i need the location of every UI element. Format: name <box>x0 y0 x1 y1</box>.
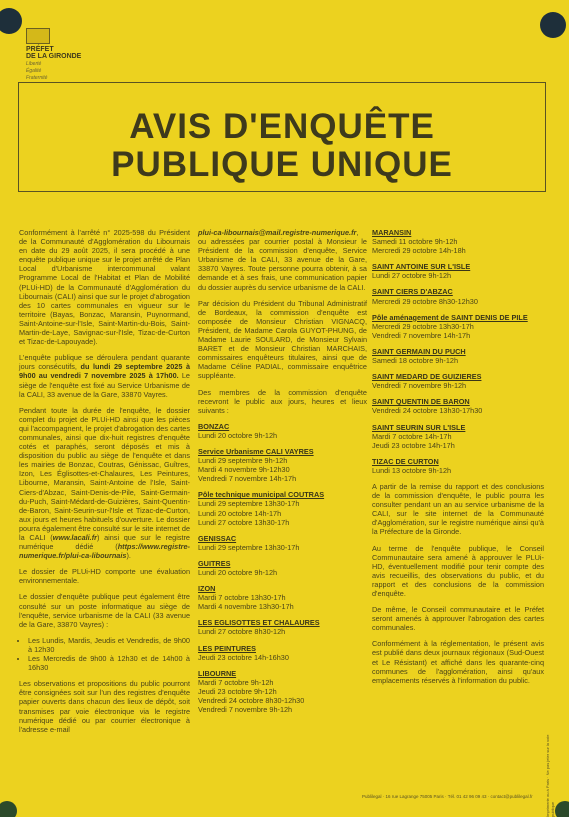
permanence-location: SAINT SEURIN SUR L'ISLE <box>372 422 466 432</box>
permanence-location: LIBOURNE <box>198 668 237 678</box>
permanence-date: Vendredi 7 novembre 14h-17h <box>198 474 297 484</box>
permanence-date: Lundi 29 septembre 9h-12h <box>198 456 288 466</box>
permanence-list <box>372 228 544 475</box>
permanence-date: Vendredi 7 novembre 9h-12h <box>372 381 467 391</box>
permanence-location: SAINT GERMAIN DU PUCH <box>372 346 466 356</box>
permanence-location: LES PEINTURES <box>198 643 256 653</box>
permanence-date: Samedi 11 octobre 9h-12h <box>372 237 458 247</box>
pushpin-icon <box>540 12 566 38</box>
paragraph: Les observations et propositions du public pourront être consignées soit sur l'un des registres d'enquête papier ouverts dans chacun des lieux de dépôt, soit transmises par voie électronique via le registre numérique dédié ou par courrier électronique à l'adresse e-mail <box>19 679 190 734</box>
page-title-line1: AVIS D'ENQUÊTE <box>129 107 435 146</box>
permanence-date: Mercredi 29 octobre 13h30-17h <box>372 321 474 331</box>
list-item: • Les Mercredis de 9h00 à 12h30 et de 14h00 à 16h30 <box>28 654 190 672</box>
email-link: plui-ca-libournais@mail.registre-numerique.fr <box>198 228 357 237</box>
permanence-item <box>372 397 544 415</box>
permanence-date: Lundi 29 septembre 13h30-17h <box>198 542 300 552</box>
website-link: www.lacali.fr <box>52 533 97 542</box>
paragraph: Au terme de l'enquête publique, le Conseil Communautaire sera amené à approuver le PLUi-HD, éventuellement modifié pour tenir compte des avis recueillis, des observations du public, et du rapport et des conclusions de la commission d'enquête. <box>372 543 544 598</box>
text: ). <box>126 551 131 561</box>
text: , ou adressées par courrier postal à Monsieur le Président de la commission d'enquête, Service Urbanisme de la CALI, 33 avenue de la Gare, 33870 Vayres. Toute personne pourra obtenir, à sa demande et à ses frais, une communication papier du dossier auprès du service urbanisme de la CALI. <box>198 228 367 292</box>
text: Le siège de l'enquête est fixé au Service Urbanisme de la CALI, 33 avenue de la Gare, 33870 Vayres. <box>19 371 190 399</box>
permanence-item <box>198 559 367 577</box>
paragraph: Par décision du Président du Tribunal Administratif de Bordeaux, la commission d'enquête est composée de Monsieur Christian VIGNACQ, Président, de Madame Carola GUYOT-PHUNG, de Madame Laurie SOULARD, de Monsieur Sylvain BARET et de Monsieur Christian MARCHAIS, commissaires enquêteurs titulaires, ainsi que de Madame Céline PADIAL, commissaire enquêtrice suppléante. <box>198 298 367 381</box>
registry-link: https://www.registre-numerique.fr/plui-ca-libournais <box>19 542 190 561</box>
paragraph: Des membres de la commission d'enquête recevront le public aux jours, heures et lieux suivants : <box>198 387 367 415</box>
permanence-date: Mardi 4 novembre 9h-12h30 <box>198 465 290 475</box>
paragraph: A partir de la remise du rapport et des conclusions de la commission d'enquête, le public pourra les consulter pendant un an au service urbanisme de la CALI, sur le site internet de la Communauté d'Agglomération, sur le registre numérique ainsi qu'à la Préfecture de la Gironde. <box>372 481 544 537</box>
permanence-location: Pôle aménagement de SAINT DENIS DE PILE <box>372 312 528 322</box>
opening-hours-list <box>19 636 190 672</box>
title-box <box>18 82 546 192</box>
permanence-item <box>372 262 544 280</box>
vertical-note: Imprimerie ou à Paris · Ne pas jeter sur la voie publique <box>545 734 555 817</box>
printer-footer: Publilegal · 16 rue Lagrange 75005 Paris · Tél. 01 42 96 09 43 · contact@publilegal.fr <box>362 794 533 799</box>
permanence-date: Lundi 13 octobre 9h-12h <box>372 465 452 475</box>
paragraph: Le dossier d'enquête publique peut également être consulté sur un poste informatique au siège de l'enquête, service urbanisme de la CALI (33 avenue de la Gare, 33870 Vayres) : <box>19 592 190 629</box>
dates-emphasis: du lundi 29 septembre 2025 à 9h00 au vendredi 7 novembre 2025 à 17h00. <box>19 362 191 381</box>
permanence-date: Lundi 20 octobre 14h-17h <box>198 508 282 518</box>
paragraph <box>19 353 190 398</box>
permanence-location: SAINT QUENTIN DE BARON <box>372 397 470 407</box>
permanence-date: Lundi 27 octobre 9h-12h <box>372 271 452 281</box>
permanence-location: LES EGLISOTTES ET CHALAURES <box>198 618 320 628</box>
permanence-item <box>372 347 544 365</box>
permanence-location: IZON <box>198 584 216 594</box>
permanence-date: Mercredi 29 octobre 14h-18h <box>372 246 466 256</box>
permanence-date: Lundi 20 octobre 9h-12h <box>198 568 278 577</box>
permanence-date: Lundi 29 septembre 13h30-17h <box>198 499 300 509</box>
logo-motto-2: Égalité <box>26 68 42 74</box>
permanence-location: GUITRES <box>198 558 231 568</box>
permanence-location: TIZAC DE CURTON <box>372 456 439 466</box>
logo-motto-3: Fraternité <box>26 75 48 81</box>
permanence-item <box>372 423 544 450</box>
permanence-location: SAINT MEDARD DE GUIZIERES <box>372 372 482 382</box>
permanence-date: Jeudi 23 octobre 9h-12h <box>198 686 277 696</box>
permanence-date: Vendredi 24 octobre 13h30-17h30 <box>372 406 483 416</box>
logo-line1: PRÉFET <box>26 46 54 53</box>
permanence-date: Lundi 27 octobre 8h30-12h <box>198 627 286 637</box>
permanence-item <box>198 447 367 483</box>
permanence-item <box>198 584 367 611</box>
permanence-date: Vendredi 7 novembre 14h-17h <box>372 330 471 340</box>
column-2 <box>198 228 367 721</box>
pushpin-icon <box>0 8 22 34</box>
column-3 <box>372 228 544 692</box>
text: L'enquête publique se déroulera pendant quarante jours consécutifs, <box>19 353 190 372</box>
permanence-date: Jeudi 23 octobre 14h-17h <box>372 440 455 450</box>
permanence-location: Service Urbanisme CALI VAYRES <box>198 446 314 456</box>
permanence-item <box>198 644 367 662</box>
text: Pendant toute la durée de l'enquête, le dossier complet du projet de PLUi-HD ainsi que les pièces qui l'accompagnent, le projet d'abrogation des cartes communales, ainsi que dix-huit registres d'enquête cotés et paraphés, seront déposés et mis à disposition du public au siège de l'enquête et dans les mairies de Bonzac, Coutras, Génissac, Guîtres, Izon, Les Églisottes-et-Chalaures, Les Peintures, Libourne, Maransin, Saint-Antoine de l'Isle, Saint-Ciers-d'Abzac, Saint-Denis-de-Pile, Saint-Germain-du-Puch, Saint-Médard-de-Guizières, Saint-Quentin-de-Baron, Saint-Seurin-sur-l'Isle et Tizac-de-Curton, aux jours et heures habituels d'ouverture. Le dossier pourra également être consulté sur le site internet de la CALI ( <box>19 405 190 542</box>
paragraph: Conformément à l'arrêté n° 2025-598 du Président de la Communauté d'Agglomération du Libournais en date du 29 août 2025, il sera procédé à une enquête publique unique sur le projet arrêté de Plan Local d'Urbanisme intercommunal valant Programme Local de l'Habitat et Plan de Mobilité (PLUi-HD) de la Communauté d'Agglomération du Libournais (CALI) ainsi que sur le projet d'abrogation des 10 cartes communales en vigueur sur le territoire (Bayas, Bonzac, Maransin, Puynormand, Saint-Antoine-sur-l'Isle, Saint-Martin-du-Bois, Saint-Martin-de-Laye, Savignac-sur-l'Isle, Tizac-de-Curton et Tizac-de-Lapouyade). <box>19 228 190 347</box>
paragraph <box>198 228 367 292</box>
column-1 <box>19 228 190 741</box>
permanence-date: Vendredi 7 novembre 9h-12h <box>198 705 293 715</box>
permanence-location: MARANSIN <box>372 228 412 237</box>
logo-line2: DE LA GIRONDE <box>26 53 82 60</box>
logo-motto-1: Liberté <box>26 61 42 67</box>
prefecture-logo <box>26 28 81 81</box>
permanence-date: Vendredi 24 octobre 8h30-12h30 <box>198 696 305 706</box>
permanence-date: Samedi 18 octobre 9h-12h <box>372 356 458 366</box>
permanence-date: Jeudi 23 octobre 14h-16h30 <box>198 652 289 662</box>
permanence-location: BONZAC <box>198 421 230 431</box>
permanence-item <box>198 490 367 526</box>
text: ) ainsi que sur le registre numérique dédié ( <box>19 533 190 552</box>
permanence-item <box>198 669 367 714</box>
pushpin-icon <box>555 801 569 817</box>
permanence-date: Lundi 20 octobre 9h-12h <box>198 430 278 440</box>
permanence-location: GENISSAC <box>198 533 237 543</box>
permanence-location: SAINT ANTOINE SUR L'ISLE <box>372 262 471 272</box>
paragraph <box>19 406 190 561</box>
permanence-item <box>372 287 544 305</box>
list-item: • Les Lundis, Mardis, Jeudis et Vendredis, de 9h00 à 12h30 <box>28 636 190 654</box>
permanence-date: Mardi 7 octobre 13h30-17h <box>198 593 286 603</box>
permanence-date: Mardi 7 octobre 14h-17h <box>372 431 452 441</box>
permanence-date: Mardi 4 novembre 13h30-17h <box>198 602 294 612</box>
permanence-item <box>198 618 367 636</box>
paragraph: Conformément à la réglementation, le présent avis est publié dans deux journaux régionaux (Sud-Ouest et Le Résistant) et affiché dans les quarante-cinq communes de l'agglomération, ainsi qu'aux emplacements réservés à l'information du public. <box>372 639 544 685</box>
permanence-item <box>198 422 367 440</box>
pushpin-icon <box>0 801 17 817</box>
permanence-item <box>372 228 544 255</box>
marianne-icon <box>26 28 50 44</box>
permanence-date: Mercredi 29 octobre 8h30-12h30 <box>372 296 478 306</box>
permanence-item <box>372 313 544 340</box>
permanence-item <box>372 457 544 475</box>
permanence-date: Lundi 27 octobre 13h30-17h <box>198 517 290 527</box>
permanence-item <box>198 534 367 552</box>
page-title-line2: PUBLIQUE UNIQUE <box>111 145 453 184</box>
paragraph: Le dossier de PLUi-HD comporte une évaluation environnementale. <box>19 567 190 586</box>
permanence-list <box>198 422 367 714</box>
permanence-location: Pôle technique municipal COUTRAS <box>198 490 325 500</box>
permanence-item <box>372 372 544 390</box>
permanence-date: Mardi 7 octobre 9h-12h <box>198 677 274 687</box>
permanence-location: SAINT CIERS D'ABZAC <box>372 287 453 297</box>
paragraph: De même, le Conseil communautaire et le Préfet seront amenés à approuver l'abrogation des cartes communales. <box>372 605 544 633</box>
